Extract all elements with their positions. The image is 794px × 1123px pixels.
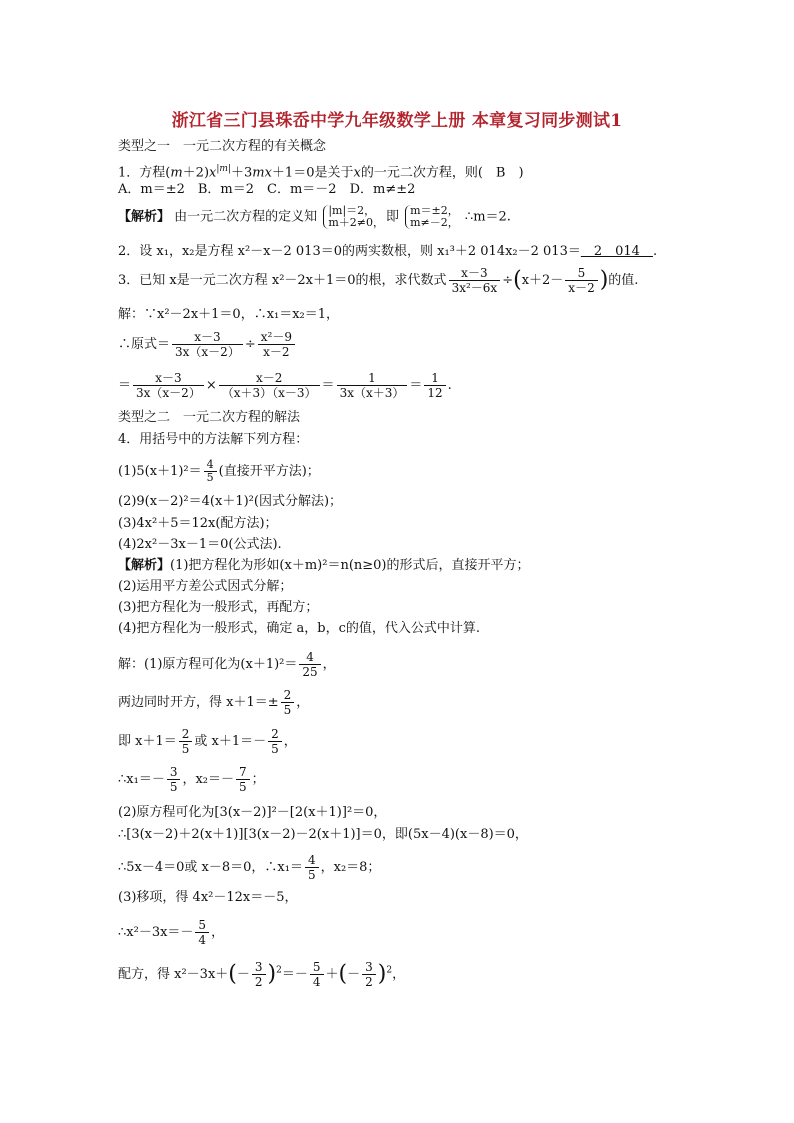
solution-4-line-a: 解：(1)原方程可化为(x＋1)²＝ $\frac{4}{25}$ ，: [118, 650, 336, 679]
question-4-part-3: (3)4x²＋5＝12x(配方法)；: [118, 516, 278, 531]
question-4-analysis-2: (2)运用平方差公式因式分解；: [118, 579, 293, 594]
section-heading-1: 类型之一 一元二次方程的有关概念: [118, 139, 327, 154]
solution-4-line-e: (2)原方程可化为[3(x－2)]²－[2(x＋1)]²＝0，: [118, 805, 387, 820]
solution-4-line-f: ∴[3(x－2)＋2(x＋1)][3(x－2)－2(x＋1)]＝0，即(5x－4)(x－8)＝0，: [118, 827, 528, 842]
solution-4-line-d: ∴x₁＝－ $\frac{3}{5}$ ，x₂＝－ $\frac{7}{5}$ ；: [118, 765, 265, 794]
solution-4-line-h: (3)移项，得 4x²－12x＝－5，: [118, 890, 298, 905]
solution-4-line-c: 即 x＋1＝ $\frac{2}{5}$ 或 x＋1＝－ $\frac{2}{5}$ ，: [118, 727, 297, 756]
brace-system-1: |m|＝2， m＋2≠0，: [323, 205, 384, 229]
solution-3-line-2: ∴原式＝ $\frac{x-3}{3x(x-2)}$ ÷ $\frac{\text{x²－9}}{x-2}$: [118, 330, 297, 359]
question-4-part-4: (4)2x²－3x－1＝0(公式法).: [118, 537, 282, 552]
section-heading-2: 类型之二 一元二次方程的解法: [118, 410, 301, 425]
question-4-part-2: (2)9(x－2)²＝4(x＋1)²(因式分解法)；: [118, 494, 343, 509]
document-title: 浙江省三门县珠岙中学九年级数学上册 本章复习同步测试1: [171, 111, 623, 131]
brace-system-2: m＝±2， m≠－2，: [405, 205, 459, 229]
question-4-part-1: (1)5(x＋1)²＝ $\frac{4}{5}$ (直接开平方法)；: [118, 458, 320, 484]
answer-blank: 2 014: [580, 244, 653, 259]
question-1-analysis: 【解析】 由一元二次方程的定义知 |m|＝2， m＋2≠0， 即 m＝±2， m≠－2， ∴m＝2.: [118, 204, 511, 229]
question-4-analysis-4: (4)把方程化为一般形式，确定 a，b，c的值，代入公式中计算.: [118, 621, 481, 636]
solution-4-line-j: 配方，得 x²－3x＋(－ $\frac{3}{2}$ )$^2$＝－ $\frac{5}{4}$ ＋(－ $\frac{3}{2}$ )$^2$，: [118, 960, 406, 989]
solution-4-line-g: ∴5x－4＝0或 x－8＝0，∴x₁＝ $\frac{4}{5}$ ，x₂＝8；: [118, 853, 381, 882]
question-2: 2．设 x₁，x₂是方程 x²－x－2 013＝0的两实数根，则 x₁³＋2 014x₂－2 013＝ 2 014 .: [118, 244, 658, 259]
solution-4-line-b: 两边同时开方，得 x＋1＝± $\frac{2}{5}$ ，: [118, 688, 310, 717]
question-4-analysis-1: 【解析】(1)把方程化为形如(x＋m)²＝n(n≥0)的形式后，直接开平方；: [118, 558, 530, 573]
question-3: 3．已知 x是一元二次方程 x²－2x＋1＝0的根，求代数式 $\frac{x-3}{\text{3x²－6x}}$ ÷(x＋2－ $\frac{5}{x-2}$ )的值.: [118, 266, 639, 295]
solution-3-line-3: ＝ $\frac{x-3}{3x(x-2)}$ × $\frac{x-2}{(x+3)(x-3)}$ ＝ $\frac{1}{3x(x+3)}$ ＝ $\frac{1}{12}$ .: [118, 371, 452, 400]
question-4: 4．用括号中的方法解下列方程：: [118, 432, 309, 447]
question-1: 1．方程$(m+2)x^{|m|}+3mx+1=0$是关于x的一元二次方程，则( B ): [118, 164, 524, 181]
question-1-options: A．m＝±2 B．m＝2 C．m＝－2 D．m≠±2: [118, 182, 416, 197]
solution-4-line-i: ∴x²－3x＝－ $\frac{5}{4}$ ，: [118, 918, 225, 947]
question-4-analysis-3: (3)把方程化为一般形式，再配方；: [118, 600, 319, 615]
solution-3-line-1: 解：∵x²－2x＋1＝0，∴x₁＝x₂＝1，: [118, 307, 340, 322]
